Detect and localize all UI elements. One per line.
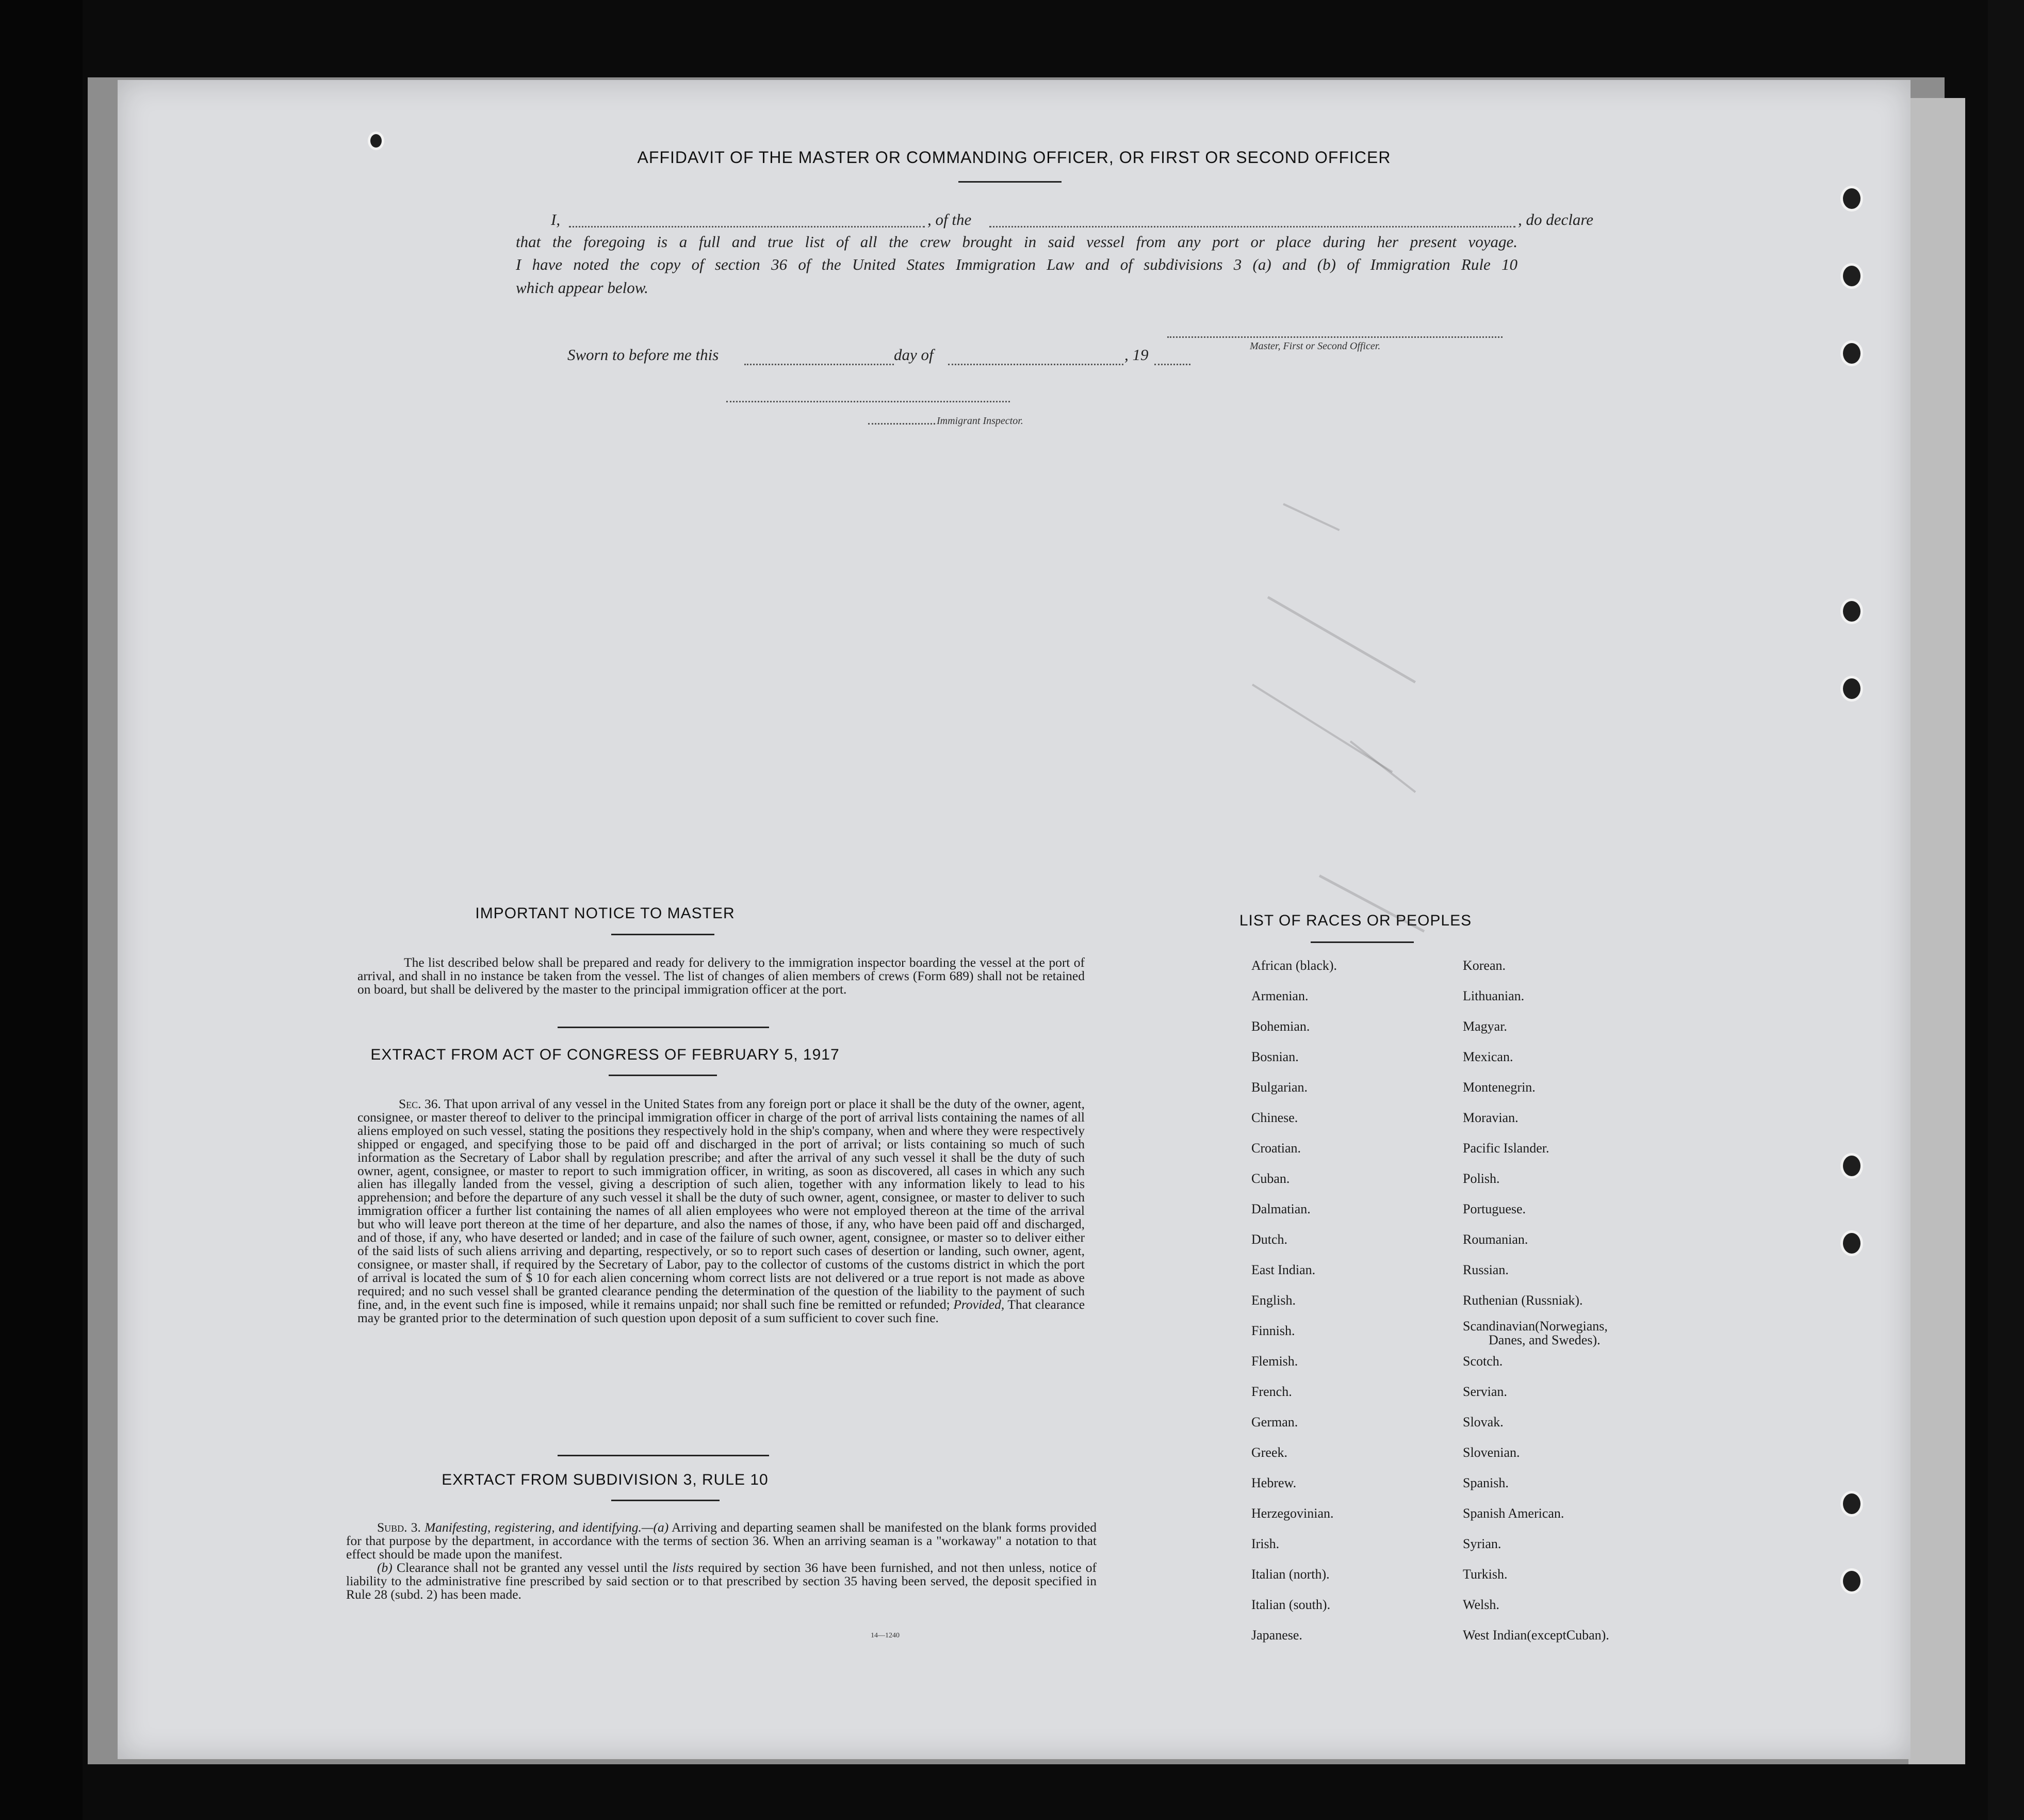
race-item: Mexican.: [1463, 1049, 1513, 1064]
sworn-month-blank[interactable]: [948, 364, 1123, 365]
day-of-text: day of: [894, 346, 934, 364]
race-item: Portuguese.: [1463, 1201, 1526, 1216]
race-item: Dutch.: [1251, 1232, 1288, 1247]
race-item: Pacific Islander.: [1463, 1141, 1549, 1156]
punch-hole: [1840, 1153, 1863, 1179]
affidavit-statement-1: that the foregoing is a full and true list of all the crew brought in said vessel from any port or place during her present voyage.: [516, 233, 1517, 251]
race-item: Scotch.: [1463, 1354, 1503, 1369]
race-item: Moravian.: [1463, 1110, 1519, 1125]
race-item: Irish.: [1251, 1536, 1280, 1551]
provided-word: Provided,: [953, 1296, 1005, 1312]
subdivision-b-text-1: Clearance shall not be granted any vessel until the: [397, 1560, 668, 1575]
affidavit-title: AFFIDAVIT OF THE MASTER OR COMMANDING OFFICER, OR FIRST OR SECOND OFFICER: [637, 148, 1391, 167]
race-item: Herzegovinian.: [1251, 1506, 1334, 1521]
race-item: Slovak.: [1463, 1415, 1504, 1429]
race-item: Flemish.: [1251, 1354, 1298, 1369]
race-item: Turkish.: [1463, 1567, 1508, 1582]
notice-title: IMPORTANT NOTICE TO MASTER: [475, 905, 735, 922]
races-title: LIST OF RACES OR PEOPLES: [1239, 912, 1472, 929]
punch-hole: [1840, 1230, 1863, 1256]
race-item: Servian.: [1463, 1384, 1507, 1399]
rule-extract-underline: [611, 1500, 720, 1501]
race-item: French.: [1251, 1384, 1292, 1399]
declarant-name-blank[interactable]: [569, 226, 925, 228]
section-divider: [558, 1027, 769, 1028]
vessel-name-blank[interactable]: [989, 226, 1515, 228]
subdivision-title: Manifesting, registering, and identifying.—(a): [425, 1520, 669, 1535]
vessel-prefix: , of the: [927, 210, 972, 229]
master-caption: Master, First or Second Officer.: [1250, 340, 1381, 352]
race-item-continuation: Danes, and Swedes).: [1489, 1333, 1601, 1347]
race-item: Armenian.: [1251, 988, 1309, 1003]
scan-smudge: [1350, 740, 1416, 793]
act-extract-title: EXTRACT FROM ACT OF CONGRESS OF FEBRUARY 5, 1917: [370, 1046, 840, 1063]
sworn-text: Sworn to before me this: [567, 346, 719, 364]
master-signature-blank[interactable]: [1167, 336, 1503, 338]
act-extract-text: [357, 1097, 1085, 1324]
lists-word: lists: [672, 1560, 694, 1575]
race-item: Ruthenian (Russniak).: [1463, 1293, 1583, 1308]
race-item: Dalmatian.: [1251, 1201, 1311, 1216]
race-item: English.: [1251, 1293, 1296, 1308]
race-item: Finnish.: [1251, 1323, 1295, 1338]
scanner-border-left: [0, 0, 83, 1820]
document-page: [118, 80, 1911, 1759]
race-item: Bosnian.: [1251, 1049, 1299, 1064]
race-item: Korean.: [1463, 958, 1506, 973]
scan-smudge: [1283, 503, 1340, 531]
notice-underline: [611, 934, 714, 935]
race-item: Chinese.: [1251, 1110, 1298, 1125]
notice-paragraph: The list described below shall be prepared and ready for delivery to the immigration inspector boarding the vessel at the port of arrival, and shall in no instance be taken from the vessel. The list of changes of alien members of crews (Form 689) shall not be retained on board, but shall be delivered by the master to the principal immigration officer at the port.: [357, 955, 1085, 997]
subdivision-a-text: Arriving and departing seamen shall be manifested on the blank forms provided for that purpose by the department, in accordance with the terms of section 36. When an arriving seaman is a "workaway" a notation to that effect should be made upon the manifest.: [346, 1520, 1097, 1562]
punch-hole: [1840, 676, 1863, 702]
section-36-text-end: That clearance may be granted prior to the determination of such question upon deposit of a sum sufficient to cover such fine.: [357, 1296, 1085, 1325]
race-item: Slovenian.: [1463, 1445, 1520, 1460]
declarant-prefix: I,: [551, 210, 561, 229]
race-item: Greek.: [1251, 1445, 1288, 1460]
declare-suffix: , do declare: [1518, 210, 1594, 229]
race-item: Montenegrin.: [1463, 1080, 1536, 1095]
inspector-caption: Immigrant Inspector.: [937, 415, 1023, 427]
rule-extract-title: EXRTACT FROM SUBDIVISION 3, RULE 10: [442, 1471, 769, 1488]
race-item: Bohemian.: [1251, 1019, 1310, 1034]
race-item: Welsh.: [1463, 1597, 1499, 1612]
affidavit-statement-3: which appear below.: [516, 279, 648, 297]
adjacent-page-strip: [1908, 98, 1965, 1764]
section-36-text: That upon arrival of any vessel in the United States from any foreign port or place it shall be the duty of the owner, agent, consignee, or master thereof to deliver to the principal immigration officer in charge of the port of arrival lists containing the names of all aliens employed on such vessel, stating the positions they respectively hold in the ship's company, when and where they were respectively shipped or engaged, and specifying those to be paid off and discharged in the port of arrival; or lists containing so much of such information as the Secretary of Labor shall by regulation prescribe; and after the arrival of any such vessel it shall be the duty of such owner, agent, consignee, or master to report to such immigration officer, in writing, as soon as discovered, all cases in which any such alien has illegally landed from the vessel, giving a description of such alien, together with any information likely to lead to his apprehension; and before the departure of any such vessel it shall be the duty of such owner, agent, consignee, or master to deliver to such immigration officer a further list containing the names of all alien employees who were not employed thereon at the time of the arrival but who will leave port thereon at the time of her departure, and also the names of those, if any, who have been paid off and discharged, and of those, if any, who have deserted or landed; and in case of the failure of such owner, agent, consignee, or master so to deliver either of the said lists of such aliens arriving and departing, respectively, or so to report such cases of desertion or landing, such owner, agent, consignee, or master shall, if required by the Secretary of Labor, pay to the collector of customs of the customs district in which the port of arrival is located the sum of $ 10 for each alien concerning whom correct lists are not delivered or a true report is not made as above required; and no such vessel shall be granted clearance pending the determination of the question of the liability to the payment of such fine, and, in the event such fine is imposed, while it remains unpaid; nor shall such fine be remitted or refunded;: [357, 1096, 1085, 1312]
race-item: African (black).: [1251, 958, 1337, 973]
inspector-caption-leader: [868, 423, 935, 425]
sworn-year-blank[interactable]: [1154, 364, 1190, 365]
section-label: Sec. 36.: [399, 1096, 441, 1111]
notice-text: [357, 956, 1085, 996]
race-item: Japanese.: [1251, 1628, 1302, 1643]
race-item: Polish.: [1463, 1171, 1500, 1186]
punch-hole: [1840, 186, 1863, 212]
race-item: Syrian.: [1463, 1536, 1501, 1551]
punch-hole: [1840, 340, 1863, 366]
punch-hole: [1840, 598, 1863, 624]
race-item: Lithuanian.: [1463, 988, 1525, 1003]
race-item: West Indian(exceptCuban).: [1463, 1628, 1609, 1643]
subdivision-b-label: (b): [377, 1560, 393, 1575]
races-underline: [1311, 941, 1414, 943]
punch-hole: [1840, 263, 1863, 289]
race-item: Scandinavian(Norwegians,: [1463, 1319, 1608, 1334]
title-underline: [958, 181, 1062, 183]
punch-hole: [1840, 1568, 1863, 1594]
punch-hole: [1840, 1491, 1863, 1517]
race-item: East Indian.: [1251, 1262, 1316, 1277]
sworn-day-blank[interactable]: [744, 364, 894, 365]
rule-extract-text: [346, 1521, 1097, 1601]
scan-smudge: [1267, 596, 1416, 683]
inspector-signature-blank[interactable]: [726, 401, 1010, 402]
race-item: Hebrew.: [1251, 1475, 1297, 1490]
affidavit-statement-2: I have noted the copy of section 36 of the United States Immigration Law and of subdivisions 3 (a) and (b) of Immigration Rule 10: [516, 255, 1517, 273]
race-item: Magyar.: [1463, 1019, 1507, 1034]
race-item: Roumanian.: [1463, 1232, 1528, 1247]
race-item: German.: [1251, 1415, 1298, 1429]
section-divider: [558, 1455, 769, 1456]
race-item: Russian.: [1463, 1262, 1509, 1277]
race-item: Cuban.: [1251, 1171, 1290, 1186]
punch-hole: [368, 132, 384, 150]
race-item: Bulgarian.: [1251, 1080, 1308, 1095]
race-item: Spanish.: [1463, 1475, 1509, 1490]
race-item: Croatian.: [1251, 1141, 1301, 1156]
race-item: Italian (south).: [1251, 1597, 1331, 1612]
race-item: Spanish American.: [1463, 1506, 1564, 1521]
year-prefix: , 19: [1124, 346, 1149, 364]
act-extract-underline: [609, 1075, 717, 1076]
form-code: 14—1240: [871, 1632, 900, 1639]
scanner-border-right: [1988, 0, 2024, 1820]
subdivision-label: Subd. 3.: [377, 1520, 421, 1535]
race-item: Italian (north).: [1251, 1567, 1330, 1582]
subdivision-b-text-2: required by section 36 have been furnished, and not then unless, notice of liability to the administrative fine prescribed by said section or to that prescribed by section 35 having been served, the deposit specified in Rule 28 (subd. 2) has been made.: [346, 1560, 1097, 1602]
